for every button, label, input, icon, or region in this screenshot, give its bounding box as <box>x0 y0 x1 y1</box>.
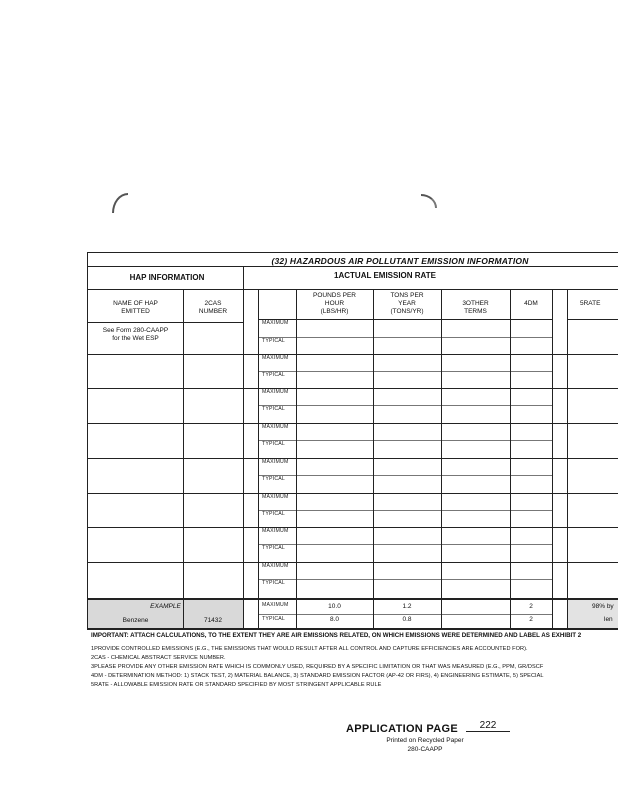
row-label-typical: TYPICAL <box>262 372 286 378</box>
footnote-3: 3PLEASE PROVIDE ANY OTHER EMISSION RATE WHICH IS COMMONLY USED, REQUIRED BY A SPECIFIC LIMITATION OR THAT WAS MEASURED (E.G., PPM, GR/DSCF <box>91 664 544 670</box>
footnote-2: 2CAS - CHEMICAL ABSTRACT SERVICE NUMBER. <box>91 655 226 661</box>
example-typ-dm: 2 <box>529 616 533 623</box>
row-label-maximum: MAXIMUM <box>262 602 289 608</box>
footnote-5: 5RATE - ALLOWABLE EMISSION RATE OR STANDARD SPECIFIED BY MOST STRINGENT APPLICABLE RULE <box>91 682 382 688</box>
row-label-maximum: MAXIMUM <box>262 459 289 465</box>
footnote-4: 4DM - DETERMINATION METHOD: 1) STACK TEST, 2) MATERIAL BALANCE, 3) STANDARD EMISSION FACTOR (AP-42 OR FIRS), 4) ENGINEERING ESTIMATE, 5) SPECIAL <box>91 673 544 679</box>
punch-hole-arc-right <box>421 194 437 208</box>
row-label-typical: TYPICAL <box>262 580 286 586</box>
row-label-typical: TYPICAL <box>262 511 286 517</box>
example-typ-tons: 0.8 <box>402 616 412 623</box>
application-page-label: APPLICATION PAGE <box>346 723 458 735</box>
row-label-maximum: MAXIMUM <box>262 389 289 395</box>
first-entry-note: See Form 280-CAAPP for the Wet ESP <box>102 327 169 342</box>
col-rate-header: 5RATE <box>580 300 601 307</box>
form-title: (32) HAZARDOUS AIR POLLUTANT EMISSION INFORMATION <box>271 256 529 266</box>
example-name: Benzene <box>122 617 149 624</box>
actual-emission-rate-heading: 1ACTUAL EMISSION RATE <box>334 271 436 280</box>
row-label-typical: TYPICAL <box>262 338 286 344</box>
important-note: IMPORTANT: ATTACH CALCULATIONS, TO THE EXTENT THEY ARE AIR EMISSIONS RELATED, ON WHICH EMISSIONS WERE DETERMINED AND LABEL AS EXHIBIT 2 <box>91 632 582 639</box>
example-rate-typ: len <box>604 616 613 623</box>
hap-information-heading: HAP INFORMATION <box>129 273 205 282</box>
example-max-lbs: 10.0 <box>328 603 341 610</box>
example-rate-max: 98% by <box>592 603 614 610</box>
row-label-maximum: MAXIMUM <box>262 320 289 326</box>
row-label-typical: TYPICAL <box>262 616 286 622</box>
example-max-dm: 2 <box>529 603 533 610</box>
footnote-1: 1PROVIDE CONTROLLED EMISSIONS (E.G., THE EMISSIONS THAT WOULD RESULT AFTER ALL CONTROL AND CAPTURE EFFICIENCIES ARE ACCOUNTED FOR). <box>91 646 528 652</box>
row-label-typical: TYPICAL <box>262 441 286 447</box>
row-label-maximum: MAXIMUM <box>262 563 289 569</box>
col-cas-header: 2CAS NUMBER <box>198 300 228 315</box>
row-label-maximum: MAXIMUM <box>262 355 289 361</box>
col-lbs-header: POUNDS PER HOUR (LBS/HR) <box>313 292 356 315</box>
row-label-typical: TYPICAL <box>262 476 286 482</box>
row-label-maximum: MAXIMUM <box>262 424 289 430</box>
printed-recycled: Printed on Recycled Paper <box>386 737 464 744</box>
example-label: EXAMPLE <box>150 603 181 610</box>
row-label-maximum: MAXIMUM <box>262 494 289 500</box>
col-other-header: 3OTHER TERMS <box>462 300 489 315</box>
example-cas: 71432 <box>203 617 223 624</box>
col-tons-header: TONS PER YEAR (TONS/YR) <box>390 292 424 315</box>
example-typ-lbs: 8.0 <box>329 616 340 623</box>
row-label-typical: TYPICAL <box>262 545 286 551</box>
example-max-tons: 1.2 <box>402 603 412 610</box>
row-label-typical: TYPICAL <box>262 406 286 412</box>
form-number: 280-CAAPP <box>407 746 443 753</box>
punch-hole-arc-left <box>112 193 128 213</box>
col-dm-header: 4DM <box>524 300 538 307</box>
col-name-header: NAME OF HAP EMITTED <box>113 300 158 315</box>
row-label-maximum: MAXIMUM <box>262 528 289 534</box>
application-page-number: 222 <box>466 720 510 732</box>
